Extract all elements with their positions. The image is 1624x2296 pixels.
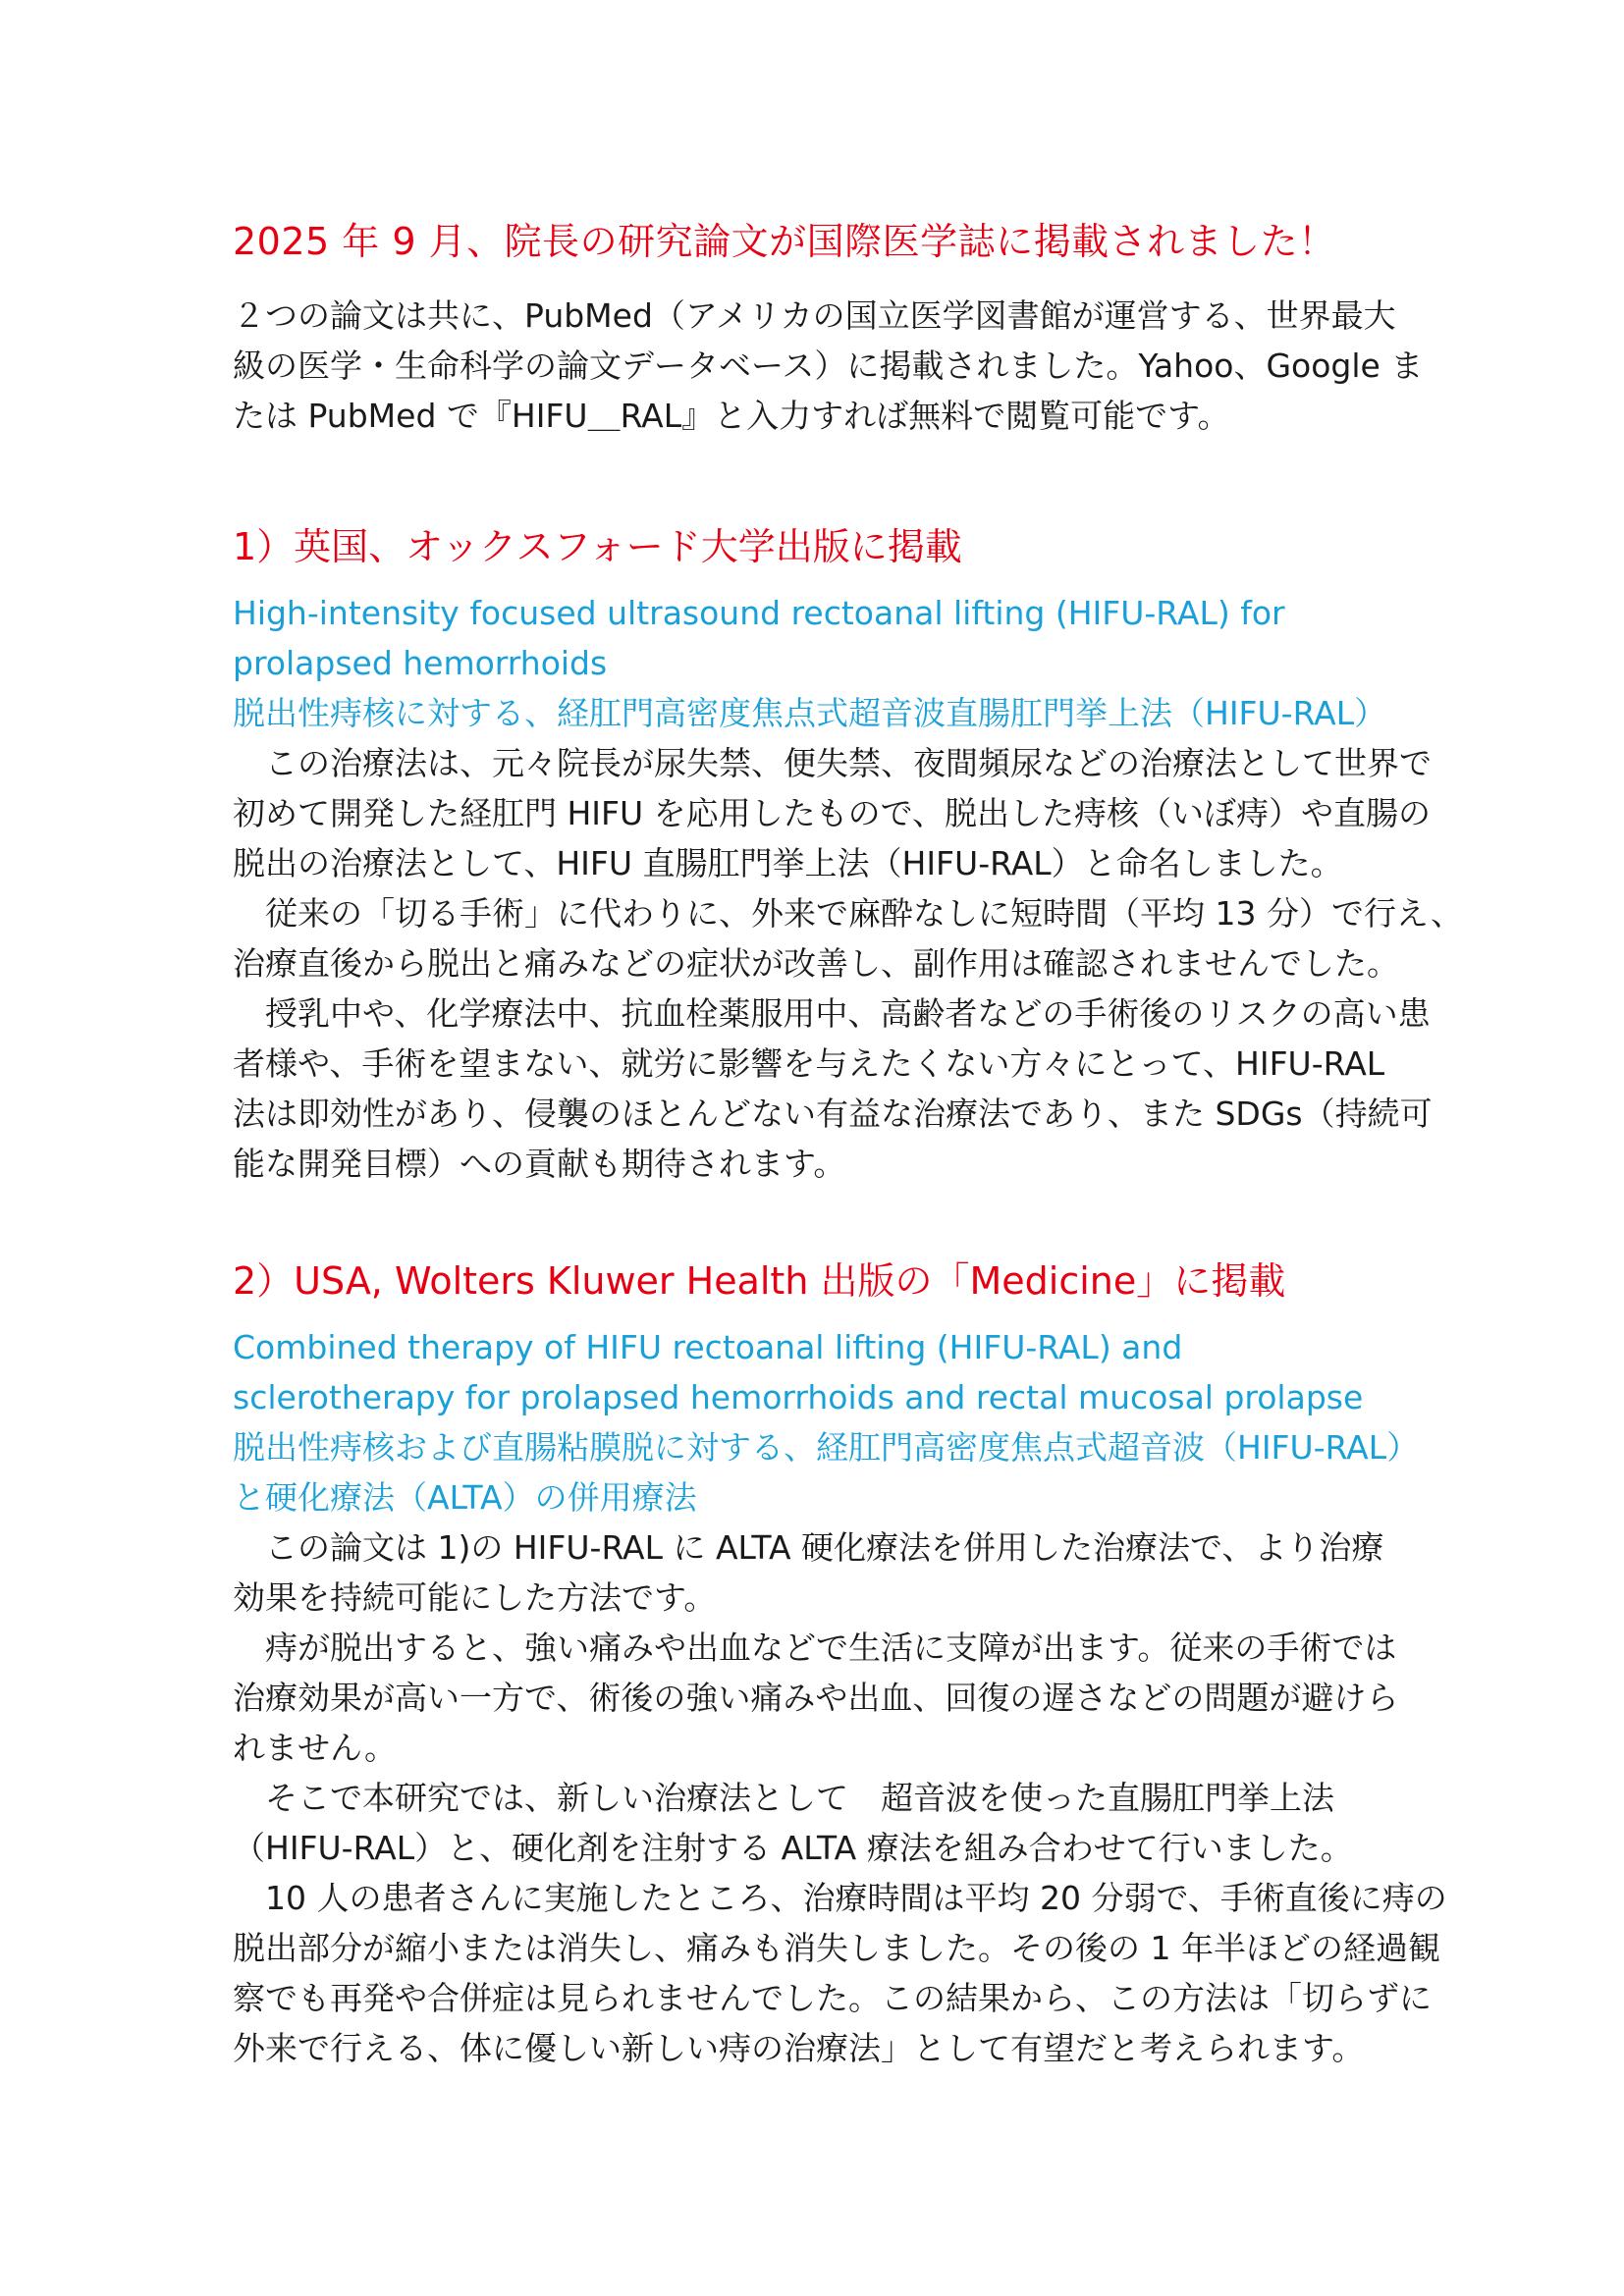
body-line: 法は即効性があり、侵襲のほとんどない有益な治療法であり、また SDGs（持続可 (233, 1095, 1433, 1133)
japanese-title-line: 脱出性痔核に対する、経肛門高密度焦点式超音波直腸肛門挙上法（HIFU-RAL） (233, 694, 1387, 732)
section2-heading: 2）USA, Wolters Kluwer Health 出版の「Medicine」に掲載 (233, 1259, 1286, 1303)
section2-body (233, 1522, 1447, 2073)
section2-japanese-title (233, 1422, 1420, 1522)
english-title-line: Combined therapy of HIFU rectoanal lifting (HIFU-RAL) and (233, 1328, 1183, 1366)
section1-heading: 1）英国、オックスフォード大学出版に掲載 (233, 525, 962, 568)
section1-japanese-title (233, 688, 1401, 738)
body-line: れません。 (233, 1729, 397, 1767)
intro-line: たは PubMed で『HIFU＿RAL』と入力すれば無料で閲覧可能です。 (233, 397, 1230, 435)
body-line: そこで本研究では、新しい治療法として 超音波を使った直腸肛門挙上法 (233, 1779, 1334, 1817)
body-line: 10 人の患者さんに実施したところ、治療時間は平均 20 分弱で、手術直後に痔の (233, 1879, 1447, 1917)
body-line: 治療効果が高い一方で、術後の強い痛みや出血、回復の遅さなどの問題が避けら (233, 1679, 1399, 1717)
body-line: 外来で行える、体に優しい新しい痔の治療法」として有望だと考えられます。 (233, 2029, 1365, 2067)
body-line: 初めて開発した経肛門 HIFU を応用したもので、脱出した痔核（いぼ痔）や直腸の (233, 794, 1432, 832)
body-line: この論文は 1)の HIFU-RAL に ALTA 硬化療法を併用した治療法で、より治療 (233, 1528, 1384, 1567)
main-title: 2025 年 9 月、院長の研究論文が国際医学誌に掲載されました！ (233, 220, 1336, 263)
english-title-line: sclerotherapy for prolapsed hemorrhoids and rectal mucosal prolapse (233, 1378, 1364, 1416)
body-line: 能な開発目標）への貢献も期待されます。 (233, 1145, 846, 1183)
japanese-title-line: 脱出性痔核および直腸粘膜脱に対する、経肛門高密度焦点式超音波（HIFU-RAL） (233, 1428, 1420, 1467)
document-page (233, 214, 1463, 2073)
english-title-line: prolapsed hemorrhoids (233, 644, 608, 682)
body-line: 脱出の治療法として、HIFU 直腸肛門挙上法（HIFU-RAL）と命名しました。 (233, 844, 1343, 882)
intro-line: ２つの論文は共に、PubMed（アメリカの国立医学図書館が運営する、世界最大 (233, 296, 1396, 335)
body-line: 痔が脱出すると、強い痛みや出血などで生活に支障が出ます。従来の手術では (233, 1629, 1397, 1667)
section2-english-title (233, 1322, 1401, 1422)
japanese-title-line: と硬化療法（ALTA）の併用療法 (233, 1478, 697, 1517)
intro-line: 級の医学・生命科学の論文データベース）に掲載されました。Yahoo、Google ま (233, 347, 1424, 385)
section1-body (233, 738, 1463, 1189)
body-line: （HIFU-RAL）と、硬化剤を注射する ALTA 療法を組み合わせて行いました。 (233, 1829, 1353, 1867)
body-line: 治療直後から脱出と痛みなどの症状が改善し、副作用は確認されませんでした。 (233, 944, 1399, 983)
body-line: 者様や、手術を望まない、就労に影響を与えたくない方々にとって、HIFU-RAL (233, 1044, 1385, 1083)
body-line: この治療法は、元々院長が尿失禁、便失禁、夜間頻尿などの治療法として世界で (233, 744, 1432, 782)
intro-paragraph (233, 291, 1424, 441)
body-line: 察でも再発や合併症は見られませんでした。この結果から、この方法は「切らずに (233, 1979, 1432, 2017)
body-line: 効果を持続可能にした方法です。 (233, 1578, 717, 1617)
body-line: 従来の「切る手術」に代わりに、外来で麻酔なしに短時間（平均 13 分）で行え、 (233, 894, 1463, 933)
body-line: 脱出部分が縮小または消失し、痛みも消失しました。その後の 1 年半ほどの経過観 (233, 1929, 1440, 1967)
body-line: 授乳中や、化学療法中、抗血栓薬服用中、高齢者などの手術後のリスクの高い患 (233, 994, 1431, 1033)
section1-english-title (233, 588, 1401, 688)
english-title-line: High-intensity focused ultrasound rectoanal lifting (HIFU-RAL) for (233, 594, 1285, 632)
